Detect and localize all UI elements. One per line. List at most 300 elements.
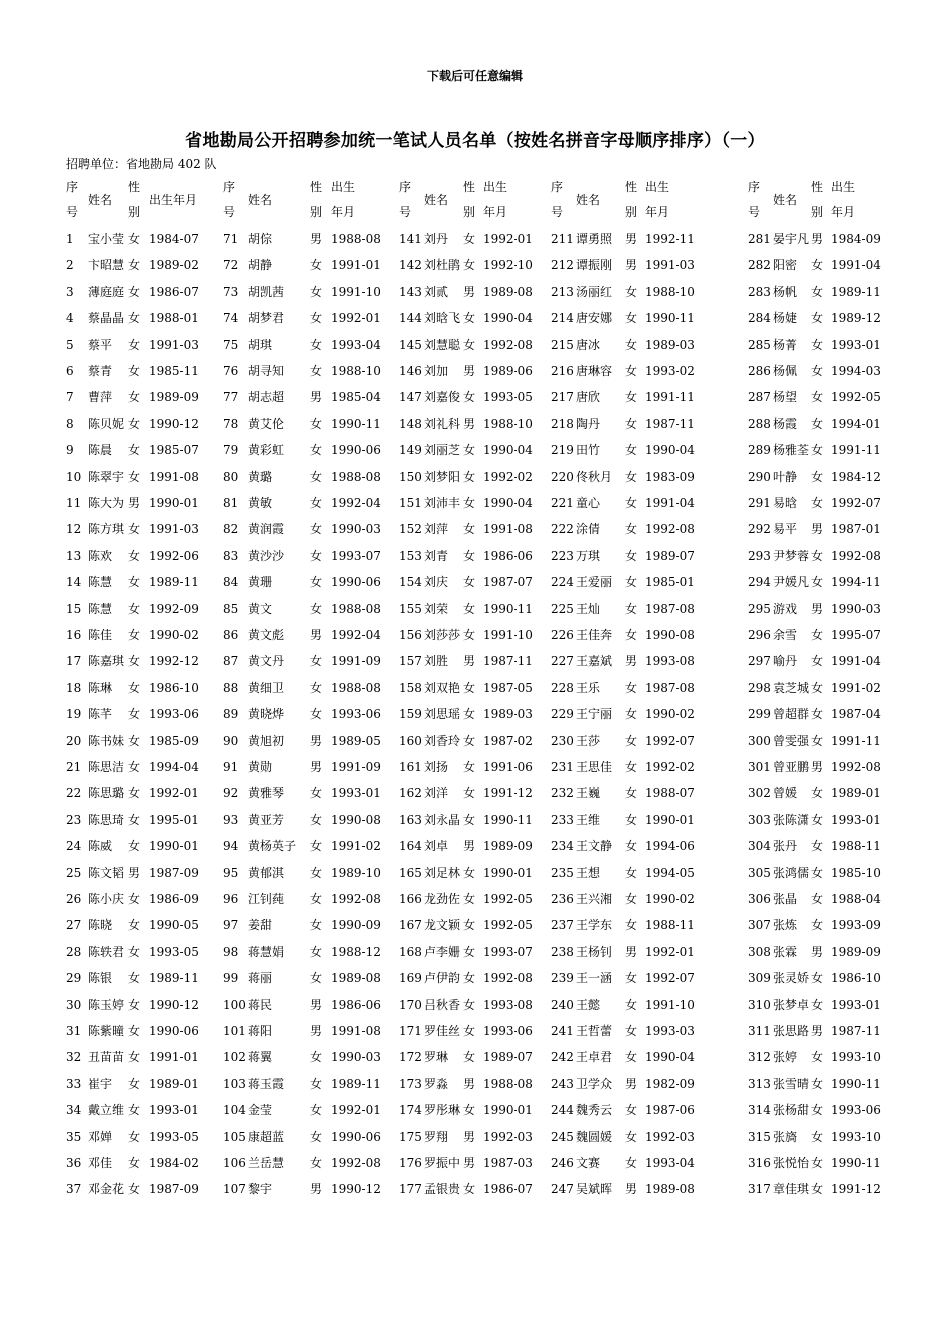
row-birth: 1992-06 — [149, 549, 199, 563]
header-hao: 号 — [748, 205, 761, 219]
row-sex: 男 — [310, 628, 323, 642]
row-sex: 女 — [811, 311, 824, 325]
header-name: 姓名 — [576, 193, 601, 207]
row-birth: 1993-01 — [831, 813, 881, 827]
row-name: 文赛 — [576, 1156, 601, 1170]
row-birth: 1994-04 — [149, 760, 199, 774]
row-birth: 1986-07 — [483, 1182, 533, 1196]
row-number: 231 — [551, 760, 574, 774]
row-birth: 1989-11 — [831, 285, 881, 299]
row-sex: 男 — [625, 1182, 638, 1196]
row-number: 7 — [66, 390, 74, 404]
row-sex: 女 — [811, 417, 824, 431]
document-title: 省地勘局公开招聘参加统一笔试人员名单（按姓名拼音字母顺序排序）（一） — [185, 131, 765, 151]
row-name: 陈欢 — [88, 549, 113, 563]
header-birth-top: 出生 — [483, 180, 508, 194]
row-sex: 女 — [811, 1103, 824, 1117]
row-number: 80 — [223, 470, 239, 484]
row-birth: 1985-01 — [645, 575, 695, 589]
row-number: 12 — [66, 522, 82, 536]
row-birth: 1992-10 — [483, 258, 533, 272]
row-number: 166 — [399, 892, 422, 906]
row-birth: 1984-09 — [831, 232, 881, 246]
row-name: 涂倩 — [576, 522, 601, 536]
row-birth: 1990-02 — [645, 707, 695, 721]
row-number: 174 — [399, 1103, 422, 1117]
row-name: 杨婕 — [773, 311, 798, 325]
row-name: 杨雅荃 — [773, 443, 810, 457]
row-number: 234 — [551, 839, 574, 853]
row-sex: 男 — [128, 866, 141, 880]
row-sex: 女 — [625, 443, 638, 457]
row-sex: 女 — [625, 707, 638, 721]
row-number: 238 — [551, 945, 574, 959]
row-number: 299 — [748, 707, 771, 721]
row-number: 216 — [551, 364, 574, 378]
row-number: 230 — [551, 734, 574, 748]
row-sex: 女 — [463, 945, 476, 959]
row-number: 308 — [748, 945, 771, 959]
row-number: 36 — [66, 1156, 82, 1170]
row-name: 刘思瑶 — [424, 707, 461, 721]
row-sex: 女 — [128, 1156, 141, 1170]
row-name: 黄晓烨 — [248, 707, 285, 721]
row-number: 102 — [223, 1050, 246, 1064]
row-name: 罗翔 — [424, 1130, 449, 1144]
header-hao: 号 — [399, 205, 412, 219]
row-sex: 男 — [463, 285, 476, 299]
row-birth: 1992-09 — [149, 602, 199, 616]
row-birth: 1988-08 — [331, 602, 381, 616]
row-name: 陈晓 — [88, 918, 113, 932]
row-sex: 女 — [625, 734, 638, 748]
row-number: 156 — [399, 628, 422, 642]
row-number: 106 — [223, 1156, 246, 1170]
row-sex: 女 — [310, 575, 323, 589]
header-birth-bottom: 年月 — [831, 205, 856, 219]
row-sex: 女 — [128, 628, 141, 642]
row-sex: 女 — [625, 813, 638, 827]
row-sex: 女 — [463, 311, 476, 325]
row-number: 30 — [66, 998, 82, 1012]
row-name: 胡琪 — [248, 338, 273, 352]
row-birth: 1990-06 — [331, 443, 381, 457]
row-sex: 女 — [811, 786, 824, 800]
row-number: 20 — [66, 734, 82, 748]
row-name: 陈琳 — [88, 681, 113, 695]
row-number: 94 — [223, 839, 239, 853]
row-number: 10 — [66, 470, 82, 484]
row-name: 曾雯强 — [773, 734, 810, 748]
row-birth: 1990-03 — [331, 522, 381, 536]
row-name: 蔡青 — [88, 364, 113, 378]
row-birth: 1990-11 — [331, 417, 381, 431]
row-sex: 女 — [128, 945, 141, 959]
row-birth: 1988-12 — [331, 945, 381, 959]
row-number: 146 — [399, 364, 422, 378]
row-birth: 1992-07 — [645, 734, 695, 748]
row-number: 33 — [66, 1077, 82, 1091]
row-birth: 1990-12 — [149, 417, 199, 431]
row-name: 唐安娜 — [576, 311, 613, 325]
row-number: 288 — [748, 417, 771, 431]
row-number: 26 — [66, 892, 82, 906]
row-birth: 1991-08 — [483, 522, 533, 536]
row-sex: 女 — [463, 734, 476, 748]
row-name: 刘足林 — [424, 866, 461, 880]
row-birth: 1986-10 — [831, 971, 881, 985]
row-birth: 1990-08 — [645, 628, 695, 642]
row-birth: 1983-09 — [645, 470, 695, 484]
row-birth: 1992-02 — [483, 470, 533, 484]
row-sex: 女 — [625, 1024, 638, 1038]
row-birth: 1989-06 — [483, 364, 533, 378]
row-birth: 1993-05 — [483, 390, 533, 404]
row-birth: 1987-11 — [483, 654, 533, 668]
row-sex: 女 — [811, 285, 824, 299]
row-sex: 男 — [625, 1077, 638, 1091]
row-birth: 1989-09 — [831, 945, 881, 959]
row-birth: 1987-09 — [149, 866, 199, 880]
row-name: 王兴湘 — [576, 892, 613, 906]
row-number: 211 — [551, 232, 574, 246]
row-birth: 1989-08 — [331, 971, 381, 985]
row-name: 陶丹 — [576, 417, 601, 431]
header-name: 姓名 — [248, 193, 273, 207]
row-sex: 女 — [811, 258, 824, 272]
row-number: 84 — [223, 575, 239, 589]
row-number: 287 — [748, 390, 771, 404]
row-sex: 女 — [310, 417, 323, 431]
row-number: 175 — [399, 1130, 422, 1144]
row-sex: 女 — [310, 258, 323, 272]
row-sex: 女 — [128, 1077, 141, 1091]
row-name: 陈翠宇 — [88, 470, 125, 484]
row-name: 张炼 — [773, 918, 798, 932]
row-sex: 女 — [811, 1182, 824, 1196]
row-name: 崔宇 — [88, 1077, 113, 1091]
row-name: 魏圆媛 — [576, 1130, 613, 1144]
row-sex: 女 — [811, 338, 824, 352]
row-birth: 1991-03 — [149, 338, 199, 352]
row-number: 169 — [399, 971, 422, 985]
row-name: 陈文韬 — [88, 866, 125, 880]
row-birth: 1990-08 — [331, 813, 381, 827]
row-name: 易晗 — [773, 496, 798, 510]
row-number: 8 — [66, 417, 74, 431]
row-birth: 1992-01 — [331, 1103, 381, 1117]
row-sex: 女 — [625, 364, 638, 378]
row-sex: 女 — [463, 338, 476, 352]
row-sex: 女 — [625, 998, 638, 1012]
row-number: 17 — [66, 654, 82, 668]
row-name: 丑苗苗 — [88, 1050, 125, 1064]
row-birth: 1992-01 — [483, 232, 533, 246]
row-birth: 1988-08 — [331, 232, 381, 246]
row-sex: 女 — [128, 417, 141, 431]
row-name: 喻丹 — [773, 654, 798, 668]
row-sex: 男 — [463, 1130, 476, 1144]
row-name: 刘荣 — [424, 602, 449, 616]
row-birth: 1990-04 — [483, 443, 533, 457]
row-number: 294 — [748, 575, 771, 589]
row-birth: 1989-05 — [331, 734, 381, 748]
row-number: 21 — [66, 760, 82, 774]
row-name: 陈威 — [88, 839, 113, 853]
row-name: 刘庆 — [424, 575, 449, 589]
row-sex: 女 — [310, 681, 323, 695]
row-birth: 1992-08 — [331, 1156, 381, 1170]
row-name: 王懿 — [576, 998, 601, 1012]
row-number: 72 — [223, 258, 239, 272]
row-name: 王文静 — [576, 839, 613, 853]
row-name: 刘卓 — [424, 839, 449, 853]
row-name: 黄文彪 — [248, 628, 285, 642]
row-birth: 1990-01 — [483, 1103, 533, 1117]
row-number: 83 — [223, 549, 239, 563]
row-birth: 1989-08 — [645, 1182, 695, 1196]
header-birth-bottom: 年月 — [331, 205, 356, 219]
row-name: 胡志超 — [248, 390, 285, 404]
row-sex: 女 — [463, 390, 476, 404]
row-birth: 1985-09 — [149, 734, 199, 748]
row-birth: 1987-03 — [483, 1156, 533, 1170]
row-sex: 女 — [128, 998, 141, 1012]
row-birth: 1993-09 — [831, 918, 881, 932]
row-sex: 男 — [463, 1156, 476, 1170]
row-sex: 女 — [625, 285, 638, 299]
row-number: 142 — [399, 258, 422, 272]
row-birth: 1985-10 — [831, 866, 881, 880]
row-number: 25 — [66, 866, 82, 880]
row-name: 龙文颖 — [424, 918, 461, 932]
row-sex: 女 — [463, 707, 476, 721]
row-birth: 1991-04 — [831, 258, 881, 272]
row-birth: 1991-01 — [149, 1050, 199, 1064]
row-sex: 女 — [310, 786, 323, 800]
row-birth: 1987-06 — [645, 1103, 695, 1117]
row-number: 168 — [399, 945, 422, 959]
row-birth: 1992-05 — [483, 918, 533, 932]
row-birth: 1991-10 — [331, 285, 381, 299]
row-number: 151 — [399, 496, 422, 510]
row-sex: 女 — [625, 866, 638, 880]
row-number: 22 — [66, 786, 82, 800]
row-number: 311 — [748, 1024, 771, 1038]
row-sex: 女 — [128, 232, 141, 246]
row-birth: 1989-03 — [645, 338, 695, 352]
row-birth: 1992-05 — [831, 390, 881, 404]
row-name: 张梦卓 — [773, 998, 810, 1012]
row-birth: 1991-11 — [645, 390, 695, 404]
row-number: 293 — [748, 549, 771, 563]
row-number: 107 — [223, 1182, 246, 1196]
row-name: 薄庭庭 — [88, 285, 125, 299]
row-number: 241 — [551, 1024, 574, 1038]
row-name: 刘双艳 — [424, 681, 461, 695]
row-sex: 男 — [310, 734, 323, 748]
row-name: 王杨钊 — [576, 945, 613, 959]
header-bie: 别 — [128, 205, 141, 219]
row-name: 蔡平 — [88, 338, 113, 352]
header-hao: 号 — [66, 205, 79, 219]
row-birth: 1986-09 — [149, 892, 199, 906]
row-sex: 男 — [625, 232, 638, 246]
row-number: 90 — [223, 734, 239, 748]
row-name: 兰岳慧 — [248, 1156, 285, 1170]
row-number: 144 — [399, 311, 422, 325]
row-birth: 1991-04 — [645, 496, 695, 510]
row-sex: 女 — [128, 364, 141, 378]
row-birth: 1993-05 — [149, 945, 199, 959]
row-number: 141 — [399, 232, 422, 246]
row-sex: 女 — [463, 971, 476, 985]
row-number: 81 — [223, 496, 239, 510]
row-birth: 1992-08 — [831, 549, 881, 563]
row-birth: 1989-02 — [149, 258, 199, 272]
row-name: 晏宇凡 — [773, 232, 810, 246]
row-sex: 女 — [463, 549, 476, 563]
row-number: 159 — [399, 707, 422, 721]
row-birth: 1986-10 — [149, 681, 199, 695]
row-birth: 1990-05 — [149, 918, 199, 932]
header-hao: 号 — [551, 205, 564, 219]
row-name: 胡凯茜 — [248, 285, 285, 299]
row-sex: 女 — [128, 602, 141, 616]
row-number: 162 — [399, 786, 422, 800]
row-name: 唐欣 — [576, 390, 601, 404]
row-sex: 女 — [625, 1103, 638, 1117]
row-name: 张婷 — [773, 1050, 798, 1064]
header-xu: 序 — [66, 180, 79, 194]
row-name: 陈芊 — [88, 707, 113, 721]
row-sex: 女 — [811, 390, 824, 404]
row-birth: 1993-10 — [831, 1050, 881, 1064]
row-name: 龙劲佐 — [424, 892, 461, 906]
row-name: 邓金花 — [88, 1182, 125, 1196]
row-name: 刘沛丰 — [424, 496, 461, 510]
row-sex: 女 — [811, 734, 824, 748]
row-sex: 男 — [463, 364, 476, 378]
row-number: 2 — [66, 258, 74, 272]
row-name: 黄彩虹 — [248, 443, 285, 457]
row-name: 刘嘉俊 — [424, 390, 461, 404]
header-birth-top: 出生 — [831, 180, 856, 194]
row-birth: 1990-01 — [149, 496, 199, 510]
row-name: 曾超群 — [773, 707, 810, 721]
row-sex: 女 — [463, 681, 476, 695]
row-number: 304 — [748, 839, 771, 853]
row-name: 黄细卫 — [248, 681, 285, 695]
row-name: 胡倧 — [248, 232, 273, 246]
row-number: 167 — [399, 918, 422, 932]
row-number: 24 — [66, 839, 82, 853]
row-name: 黄敏 — [248, 496, 273, 510]
row-birth: 1990-11 — [831, 1156, 881, 1170]
row-number: 88 — [223, 681, 239, 695]
row-birth: 1990-04 — [645, 443, 695, 457]
row-name: 王一涵 — [576, 971, 613, 985]
row-number: 235 — [551, 866, 574, 880]
row-number: 157 — [399, 654, 422, 668]
row-birth: 1986-06 — [483, 549, 533, 563]
row-birth: 1989-10 — [331, 866, 381, 880]
row-birth: 1988-08 — [331, 470, 381, 484]
row-birth: 1989-11 — [149, 971, 199, 985]
row-sex: 女 — [128, 839, 141, 853]
row-birth: 1993-07 — [331, 549, 381, 563]
row-sex: 女 — [463, 813, 476, 827]
row-sex: 女 — [128, 918, 141, 932]
row-name: 蒋阳 — [248, 1024, 273, 1038]
row-birth: 1989-01 — [831, 786, 881, 800]
row-sex: 男 — [310, 1182, 323, 1196]
row-birth: 1990-03 — [331, 1050, 381, 1064]
header-birth-top: 出生 — [331, 180, 356, 194]
row-name: 陈嘉琪 — [88, 654, 125, 668]
row-number: 6 — [66, 364, 74, 378]
row-name: 谭勇照 — [576, 232, 613, 246]
row-name: 邓佳 — [88, 1156, 113, 1170]
row-birth: 1990-11 — [483, 813, 533, 827]
header-xing: 性 — [625, 180, 638, 194]
row-name: 袁芝城 — [773, 681, 810, 695]
row-number: 86 — [223, 628, 239, 642]
row-number: 100 — [223, 998, 246, 1012]
row-number: 85 — [223, 602, 239, 616]
header-bie: 别 — [310, 205, 323, 219]
row-name: 黄杨英子 — [248, 839, 297, 853]
row-name: 蒋慧娟 — [248, 945, 285, 959]
row-birth: 1987-08 — [645, 681, 695, 695]
row-name: 胡静 — [248, 258, 273, 272]
row-number: 285 — [748, 338, 771, 352]
row-sex: 女 — [128, 813, 141, 827]
row-birth: 1992-01 — [645, 945, 695, 959]
row-number: 18 — [66, 681, 82, 695]
row-number: 152 — [399, 522, 422, 536]
row-number: 229 — [551, 707, 574, 721]
row-number: 164 — [399, 839, 422, 853]
row-birth: 1994-05 — [645, 866, 695, 880]
header-birth-bottom: 年月 — [483, 205, 508, 219]
row-number: 35 — [66, 1130, 82, 1144]
row-name: 陈思洁 — [88, 760, 125, 774]
row-name: 罗淼 — [424, 1077, 449, 1091]
row-number: 101 — [223, 1024, 246, 1038]
row-number: 297 — [748, 654, 771, 668]
row-name: 王巍 — [576, 786, 601, 800]
row-number: 105 — [223, 1130, 246, 1144]
row-sex: 女 — [128, 681, 141, 695]
header-bie: 别 — [811, 205, 824, 219]
row-birth: 1987-11 — [831, 1024, 881, 1038]
row-name: 杨佩 — [773, 364, 798, 378]
row-sex: 女 — [625, 971, 638, 985]
row-birth: 1991-11 — [831, 443, 881, 457]
row-number: 289 — [748, 443, 771, 457]
row-number: 15 — [66, 602, 82, 616]
row-birth: 1991-09 — [331, 654, 381, 668]
row-sex: 女 — [463, 258, 476, 272]
row-name: 陈佳 — [88, 628, 113, 642]
row-sex: 女 — [310, 470, 323, 484]
header-xu: 序 — [748, 180, 761, 194]
row-sex: 女 — [463, 575, 476, 589]
row-birth: 1991-08 — [331, 1024, 381, 1038]
row-number: 148 — [399, 417, 422, 431]
row-sex: 女 — [128, 760, 141, 774]
